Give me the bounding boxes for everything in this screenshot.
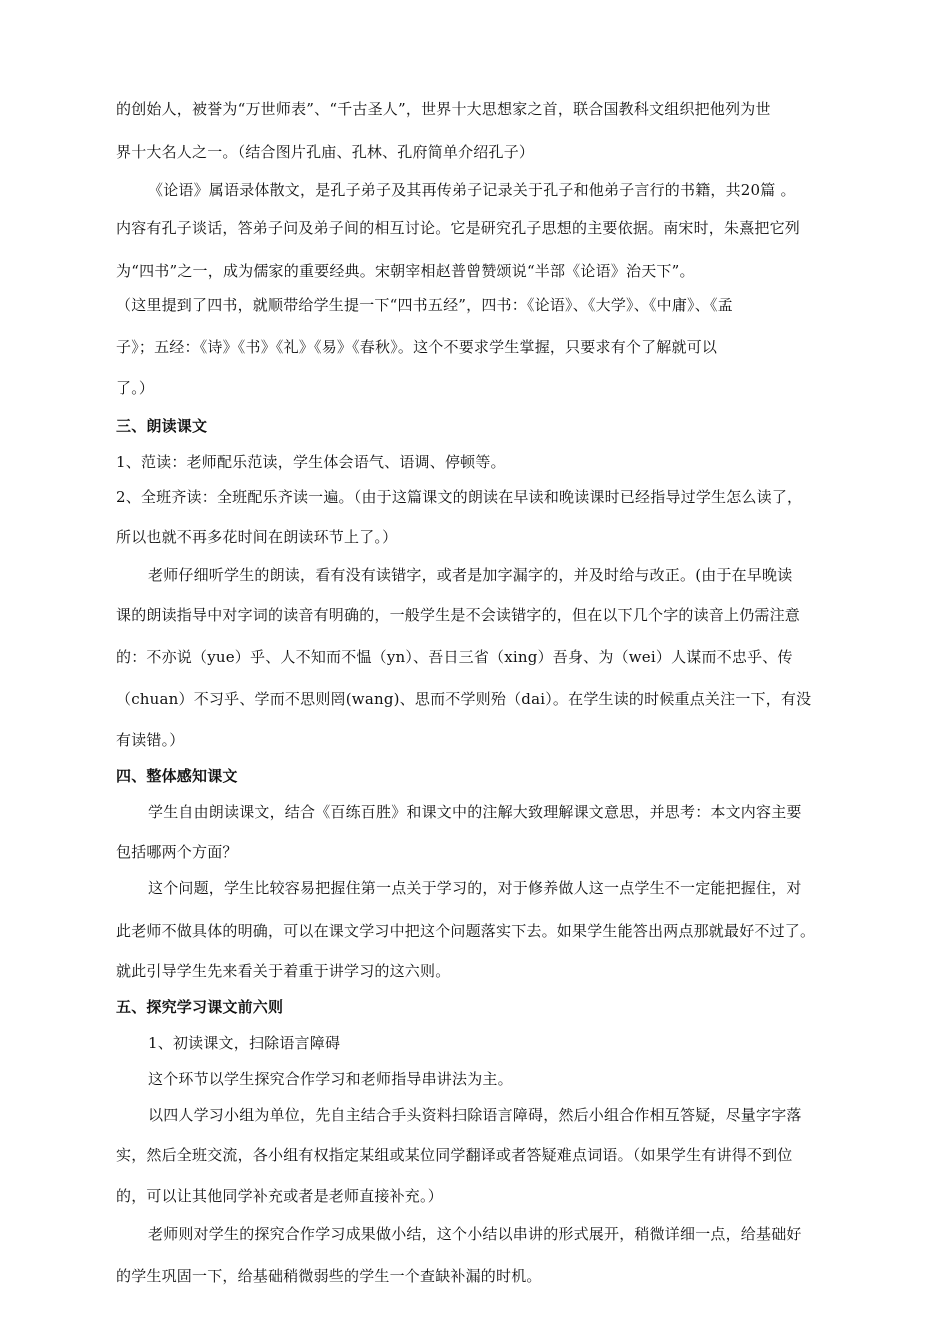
text-line: 《论语》属语录体散文，是孔子弟子及其再传弟子记录关于孔子和他弟子言行的书籍，共20篇 。 [148,181,796,199]
text-line: 就此引导学生先来看关于着重于讲学习的这六则。 [116,962,451,980]
text-line: 界十大名人之一。（结合图片孔庙、孔林、孔府简单介绍孔子） [116,143,535,161]
text-line: 有读错。） [116,731,185,749]
text-line: 这个环节以学生探究合作学习和老师指导串讲法为主。 [148,1070,513,1088]
text-line: 了。） [116,379,155,397]
text-line: 包括哪两个方面？ [116,843,238,861]
text-line: 1、初读课文，扫除语言障碍 [148,1034,341,1052]
text-line: 的创始人，被誉为“万世师表”、“千古圣人”，世界十大思想家之首，联合国教科文组织把他列为世 [116,100,771,118]
section-heading: 五、探究学习课文前六则 [116,998,284,1016]
text-line: 的学生巩固一下，给基础稍微弱些的学生一个查缺补漏的时机。 [116,1267,542,1285]
text-line: 老师则对学生的探究合作学习成果做小结，这个小结以串讲的形式展开，稍微详细一点，给基础好 [148,1225,802,1243]
section-heading: 三、朗读课文 [116,417,208,435]
text-line: 子》；五经：《诗》《书》《礼》《易》《春秋》。这个不要求学生掌握，只要求有个了解就可以 [116,338,718,356]
text-line: 此老师不做具体的明确，可以在课文学习中把这个问题落实下去。如果学生能答出两点那就最好不过了。 [116,922,816,940]
text-line: 的，可以让其他同学补充或者是老师直接补充。） [116,1187,443,1205]
text-line: 以四人学习小组为单位，先自主结合手头资料扫除语言障碍，然后小组合作相互答疑，尽量字字落 [148,1106,802,1124]
text-line: 2、全班齐读：全班配乐齐读一遍。（由于这篇课文的朗读在早读和晚读课时已经指导过学生怎么读了， [116,488,803,506]
text-line: 1、范读：老师配乐范读，学生体会语气、语调、停顿等。 [116,453,506,471]
text-line: 所以也就不再多花时间在朗读环节上了。） [116,528,398,546]
section-heading: 四、整体感知课文 [116,767,238,785]
text-line: 课的朗读指导中对字词的读音有明确的，一般学生是不会读错字的，但在以下几个字的读音上仍需注意 [116,606,801,624]
text-line: 实，然后全班交流，各小组有权指定某组或某位同学翻译或者答疑难点词语。（如果学生有讲得不到位 [116,1146,793,1164]
text-line: 老师仔细听学生的朗读，看有没有读错字，或者是加字漏字的，并及时给与改正。(由于在早晚读 [148,566,793,584]
text-line: 这个问题，学生比较容易把握住第一点关于学习的，对于修养做人这一点学生不一定能把握住，对 [148,879,802,897]
text-line: 内容有孔子谈话，答弟子问及弟子间的相互讨论。它是研究孔子思想的主要依据。南宋时，朱熹把它列 [116,219,801,237]
text-line: （chuan）不习乎、学而不思则罔(wang)、思而不学则殆（dai）。在学生读的时候重点关注一下，有没 [116,690,812,708]
text-line: （这里提到了四书，就顺带给学生提一下“四书五经”，四书：《论语》、《大学》、《中庸》、《孟 [116,296,733,314]
text-line: 的：不亦说（yue）乎、人不知而不愠（yn）、吾日三省（xing）吾身、为（wei）人谋而不忠乎、传 [116,648,793,666]
text-line: 学生自由朗读课文，结合《百练百胜》和课文中的注解大致理解课文意思，并思考：本文内容主要 [148,803,802,821]
text-line: 为“四书”之一，成为儒家的重要经典。宋朝宰相赵普曾赞颂说“半部《论语》治天下”。 [116,262,695,280]
